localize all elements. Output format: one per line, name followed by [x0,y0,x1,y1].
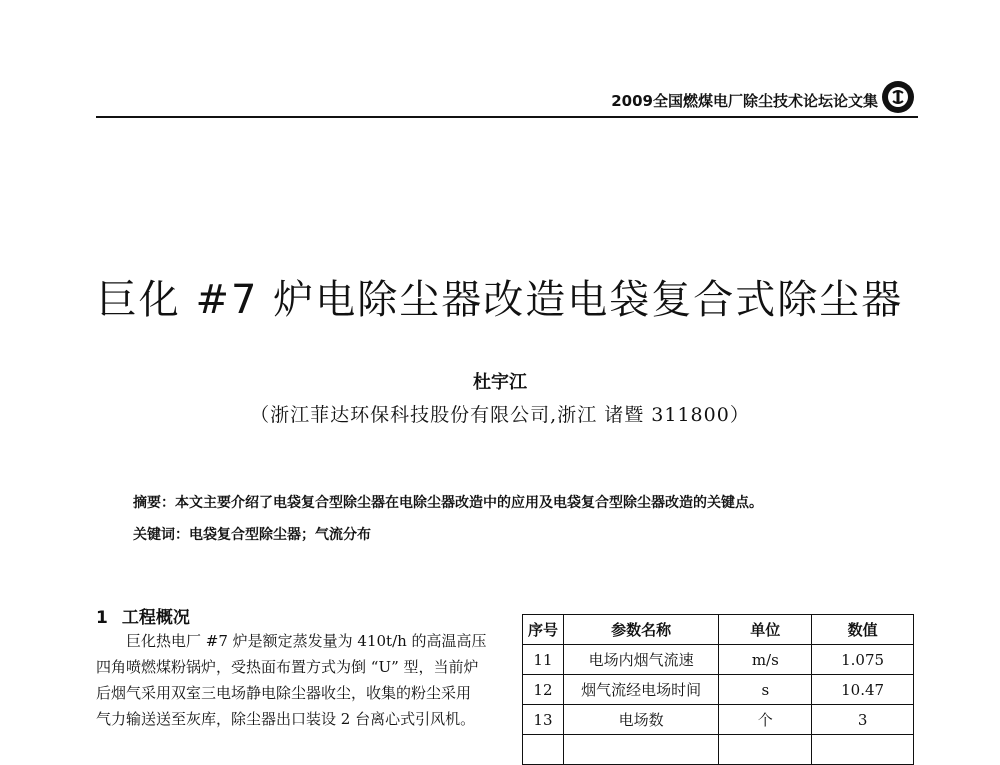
table-cell: 11 [523,645,564,675]
header-cell-no: 序号 [523,615,564,645]
conference-logo-icon [880,79,916,115]
body-line: 四角喷燃煤粉锅炉，受热面布置方式为倒 “U” 型，当前炉 [96,658,479,676]
header-cell-value: 数值 [812,615,914,645]
table-header-row [523,615,914,645]
body-line: 巨化热电厂 #7 炉是额定蒸发量为 410t/h 的高温高压 [126,632,487,650]
table-row [523,705,914,735]
section-heading [96,603,190,628]
table-cell: 个 [719,705,812,735]
table-cell: 电场数 [563,705,719,735]
table-cell: 10.47 [812,675,914,705]
table-row [523,735,914,765]
table-cell [523,735,564,765]
section-number: 1 [96,608,108,628]
table-cell: m/s [719,645,812,675]
table-cell: 1.075 [812,645,914,675]
body-line: 后烟气采用双室三电场静电除尘器收尘，收集的粉尘采用 [96,684,472,702]
table-cell: 12 [523,675,564,705]
paper-title: 巨化 #7 炉电除尘器改造电袋复合式除尘器 [96,277,904,323]
table-cell [812,735,914,765]
paper-affiliation: （浙江菲达环保科技股份有限公司,浙江 诸暨 311800） [250,404,750,426]
table-cell: 烟气流经电场时间 [563,675,719,705]
table-row [523,675,914,705]
section-title: 工程概况 [121,608,190,628]
paper-author: 杜宇江 [473,372,527,393]
table-cell [563,735,719,765]
abstract: 摘要：本文主要介绍了电袋复合型除尘器在电除尘器改造中的应用及电袋复合型除尘器改造的关键点。 [133,495,763,511]
header-cell-unit: 单位 [719,615,812,645]
header-rule [96,116,918,118]
table-cell: 3 [812,705,914,735]
table-row [523,645,914,675]
body-line: 气力输送送至灰库，除尘器出口装设 2 台离心式引风机。 [96,710,476,728]
parameter-table [522,614,914,765]
header-cell-name: 参数名称 [563,615,719,645]
table-cell [719,735,812,765]
table-cell: 电场内烟气流速 [563,645,719,675]
keywords: 关键词：电袋复合型除尘器；气流分布 [133,527,371,543]
running-header: 2009全国燃煤电厂除尘技术论坛论文集 [611,92,878,110]
table-cell: s [719,675,812,705]
table-cell: 13 [523,705,564,735]
section-body [96,628,496,732]
